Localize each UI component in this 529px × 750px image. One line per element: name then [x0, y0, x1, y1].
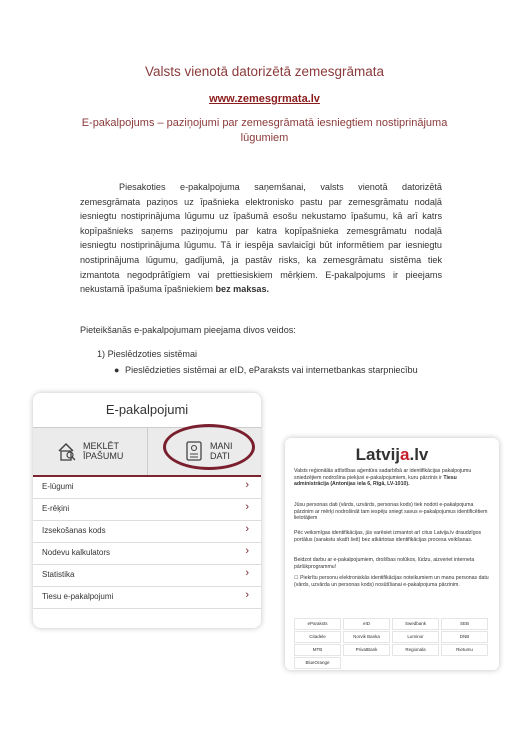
document-subtitle: E-pakalpojums – paziņojumi par zemesgrāmatā iesniegtiem nostiprinājuma lūgumiem	[81, 117, 448, 144]
login-info-1: Valsts reģionālās attīstības aģentūra sadarbībā ar identifikācijas pakalpojumu sniedzējiem nodrošina piekļuvi e-pakalpojumiem, kuru pārzinis ir Tiesu administrācija (Antonijas iela 6, Rīgā, LV-1010).	[294, 468, 472, 488]
signup-ways-text: Pieteikšanās e-pakalpojumam pieejama divos veidos:	[80, 325, 296, 335]
tab-search-property[interactable]	[33, 428, 147, 475]
bank-login-option[interactable]: eParaksts	[294, 618, 341, 630]
list-item-connect: 1) Pieslēdzoties sistēmai	[97, 349, 198, 359]
chevron-right-icon: ›	[245, 479, 249, 491]
bank-login-option[interactable]: Rietumu	[441, 644, 488, 656]
latvija-logo: Latvija.lv	[355, 445, 429, 464]
e-services-tabs	[33, 427, 261, 477]
latvija-login-card	[285, 438, 499, 670]
menu-item-e-rekini[interactable]: E-rēķini ›	[33, 498, 261, 521]
chevron-right-icon: ›	[245, 501, 249, 513]
menu-item-fee-calculator[interactable]: Nodevu kalkulators ›	[33, 542, 261, 565]
chevron-right-icon: ›	[245, 589, 249, 601]
login-info-4: Beidzot darbu ar e-pakalpojumiem, drošības nolūkos, lūdzu, aizveriet interneta pārlūkprogrammu!	[294, 557, 475, 570]
bank-login-option[interactable]: MTB	[294, 644, 341, 656]
bank-login-option[interactable]: Luminor	[392, 631, 439, 643]
document-title: Valsts vienotā datorizētā zemesgrāmata	[144, 64, 385, 79]
bank-login-option[interactable]: BlueOrange	[294, 657, 341, 669]
tab-search-label: MEKLĒT ĪPAŠUMU	[83, 441, 124, 461]
intro-paragraph: Piesakoties e-pakalpojuma saņemšanai, valsts vienotā datorizētā zemesgrāmata paziņos uz īpašnieka elektronisko pastu par zemesgrāmatu nodaļā iesniegtu nostiprinājuma lūgumu uz īpašumā esošu nekustamo īpašumu, kā arī katrs kopīpašnieks saņems paziņojumu par katra kopīpašnieka zemesgrāmatu nodaļā iesniegtu nostiprinājuma lūgumu. Tā ir iespēja savlaicīgi būt informētiem par iesniegtu nostiprinājuma lūgumu, gadījumā, ja pastāv risks, ka zemesgrāmatu sistēma tiek izmantota negodprātīgiem vai prettiesiskiem mērķiem. E-pakalpojums ir pieejams nekustamā īpašuma īpašniekiem bez maksas.	[80, 182, 442, 295]
menu-item-e-lugumi[interactable]: E-lūgumi ›	[33, 476, 261, 499]
menu-item-court-services[interactable]: Tiesu e-pakalpojumi ›	[33, 586, 261, 609]
website-link[interactable]: www.zemesgrmata.lv	[209, 93, 320, 105]
chevron-right-icon: ›	[245, 545, 249, 557]
bank-login-option[interactable]: eID	[343, 618, 390, 630]
consent-checkbox-label[interactable]: ☐ Piekrītu personu elektroniskās identifikācijas noteikumiem un manu personas datu (vārds, uzvārda un personas kods) nosūtīšanai e-pakalpojuma pārzinim.	[294, 575, 489, 588]
menu-item-statistics[interactable]: Statistika ›	[33, 564, 261, 587]
e-services-card	[33, 393, 261, 628]
bank-login-option[interactable]: Citadele	[294, 631, 341, 643]
bank-login-option[interactable]: SEB	[441, 618, 488, 630]
bullet-login-methods: Pieslēdzieties sistēmai ar eID, eParaksts vai internetbankas starpniecību	[125, 365, 418, 375]
bank-login-option[interactable]: DNB	[441, 631, 488, 643]
tab-my-data-label: MANI DATI	[210, 441, 233, 461]
bank-login-option[interactable]: Swedbank	[392, 618, 439, 630]
bank-login-option[interactable]: Regionala	[392, 644, 439, 656]
chevron-right-icon: ›	[245, 523, 249, 535]
menu-item-tracking-code[interactable]: Izsekošanas kods ›	[33, 520, 261, 543]
highlight-oval	[163, 424, 255, 470]
bullet-dot: ●	[114, 365, 120, 375]
house-search-icon	[57, 440, 77, 462]
bank-login-option[interactable]: Norvik Banka	[343, 631, 390, 643]
chevron-right-icon: ›	[245, 567, 249, 579]
bank-login-option[interactable]: PrivatBank	[343, 644, 390, 656]
login-info-2: Jūsu personas dati (vārds, uzvārds, personas kods) tiek nodoti e-pakalpojuma pārzinim ar mērķi nodrošināt tam iespēju sniegt savus e-pakalpojumus identificētiem lietotājiem	[294, 502, 488, 522]
e-services-header: E-pakalpojumi	[33, 393, 261, 427]
login-info-3: Pēc veiksmīgas identifikācijas, jūs varēsiet izmantot arī citus Latvija.lv draudzīgos portālus (sarakstu skatīt šeit) bez atkārtotas identifikācijas procesa veikšanas.	[294, 530, 482, 543]
